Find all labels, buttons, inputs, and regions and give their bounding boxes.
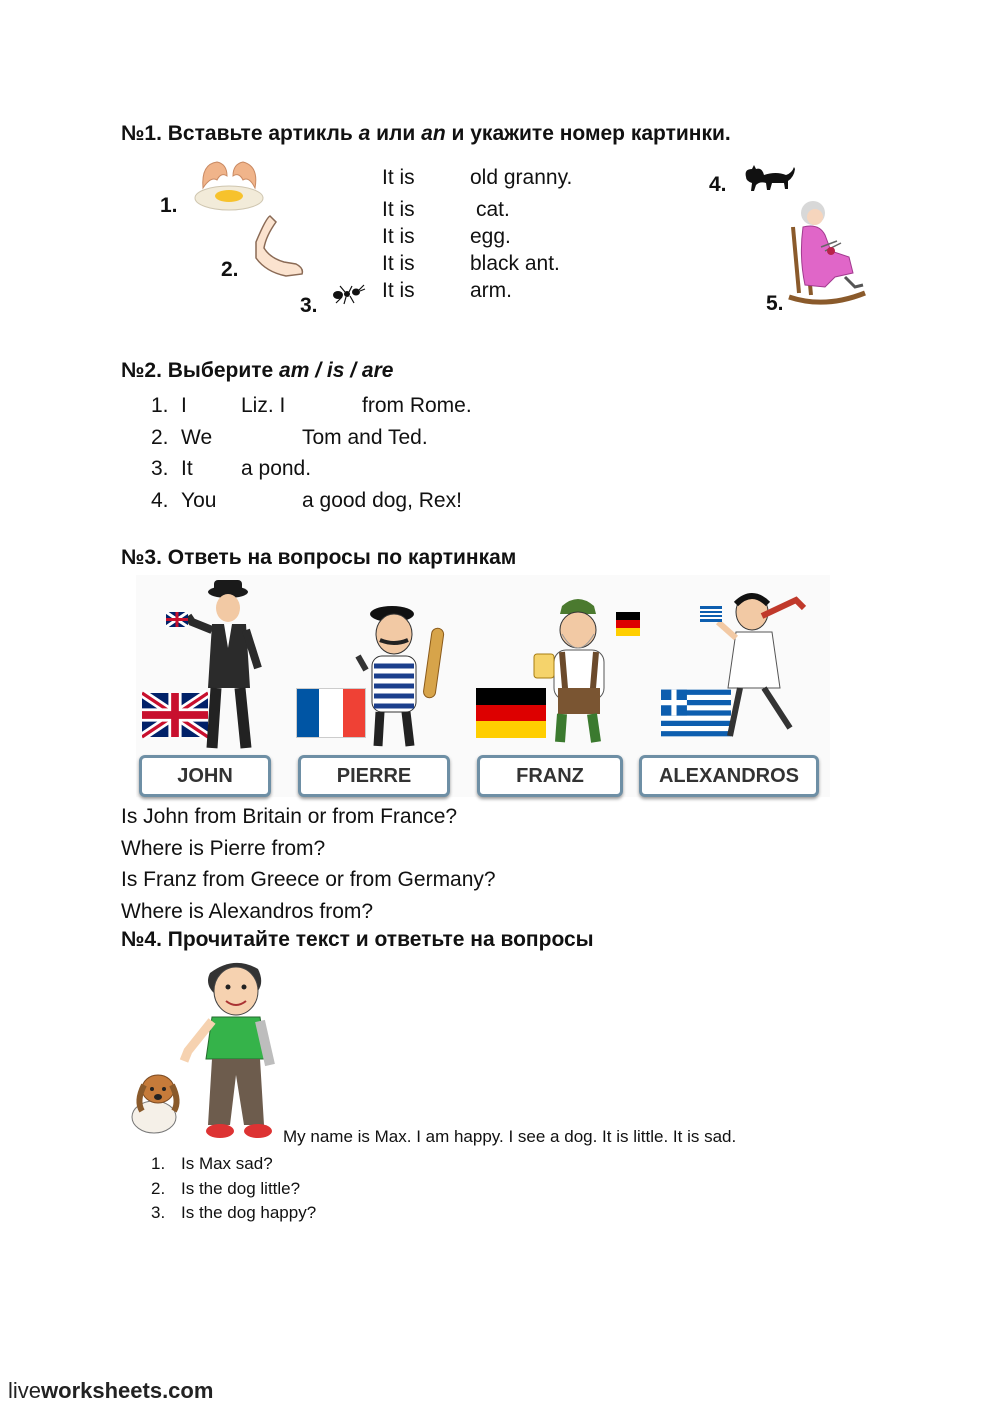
john-figure [166,578,266,753]
picture-number-5: 5. [766,292,784,315]
sentence-row: It is arm. [382,279,512,302]
list-item: 1. Is Max sad? [151,1154,273,1173]
name-label-pierre: PIERRE [298,755,450,797]
ant-picture [330,283,366,305]
task3-questions [121,801,496,927]
name-label-franz: FRANZ [477,755,623,797]
task1-heading: №1. Вставьте артикль a или an и укажите номер картинки. [121,122,731,145]
name-label-alexandros: ALEXANDROS [639,755,819,797]
task4-text: My name is Max. I am happy. I see a dog. It is little. It is sad. [283,1127,737,1146]
task2-heading: №2. Выберите am / is / are [121,359,394,382]
picture-number-1: 1. [160,194,178,217]
question: Is John from Britain or from France? [121,805,458,828]
granny-picture [785,197,871,305]
egg-picture [193,158,265,214]
question: Is Franz from Greece or from Germany? [121,868,496,891]
sentence-row: It is black ant. [382,252,560,275]
task4-heading: №4. Прочитайте текст и ответьте на вопросы [121,928,594,951]
list-item: 1. I Liz. I from Rome. [151,394,472,417]
question: Where is Alexandros from? [121,899,374,923]
arm-picture [248,212,306,280]
picture-number-4: 4. [709,173,727,196]
cat-picture [742,163,796,193]
max-and-dog-picture [124,955,284,1145]
liveworksheets-logo[interactable]: liveworksheets.com [8,1378,214,1403]
sentence-row: It is cat. [382,198,510,221]
sentence-row: It is old granny. [382,166,573,189]
list-item: 2. Is the dog little? [151,1178,301,1198]
question: Where is Pierre from? [121,836,326,860]
task4-questions [151,1152,316,1226]
list-item: 3. Is the dog happy? [151,1203,317,1222]
picture-number-2: 2. [221,258,239,281]
list-item: 3. It a pond. [151,457,312,480]
picture-number-3: 3. [300,294,318,317]
pierre-figure [352,600,452,750]
sentence-row: It is egg. [382,225,511,248]
list-item: 4. You a good dog, Rex! [151,488,462,512]
task1-sentences [382,164,572,304]
list-item: 2. We Tom and Ted. [151,425,428,449]
name-label-john: JOHN [139,755,271,797]
task2-list [151,390,472,516]
task3-heading: №3. Ответь на вопросы по картинкам [121,546,517,569]
alexandros-figure [700,588,824,746]
franz-figure [526,592,642,748]
